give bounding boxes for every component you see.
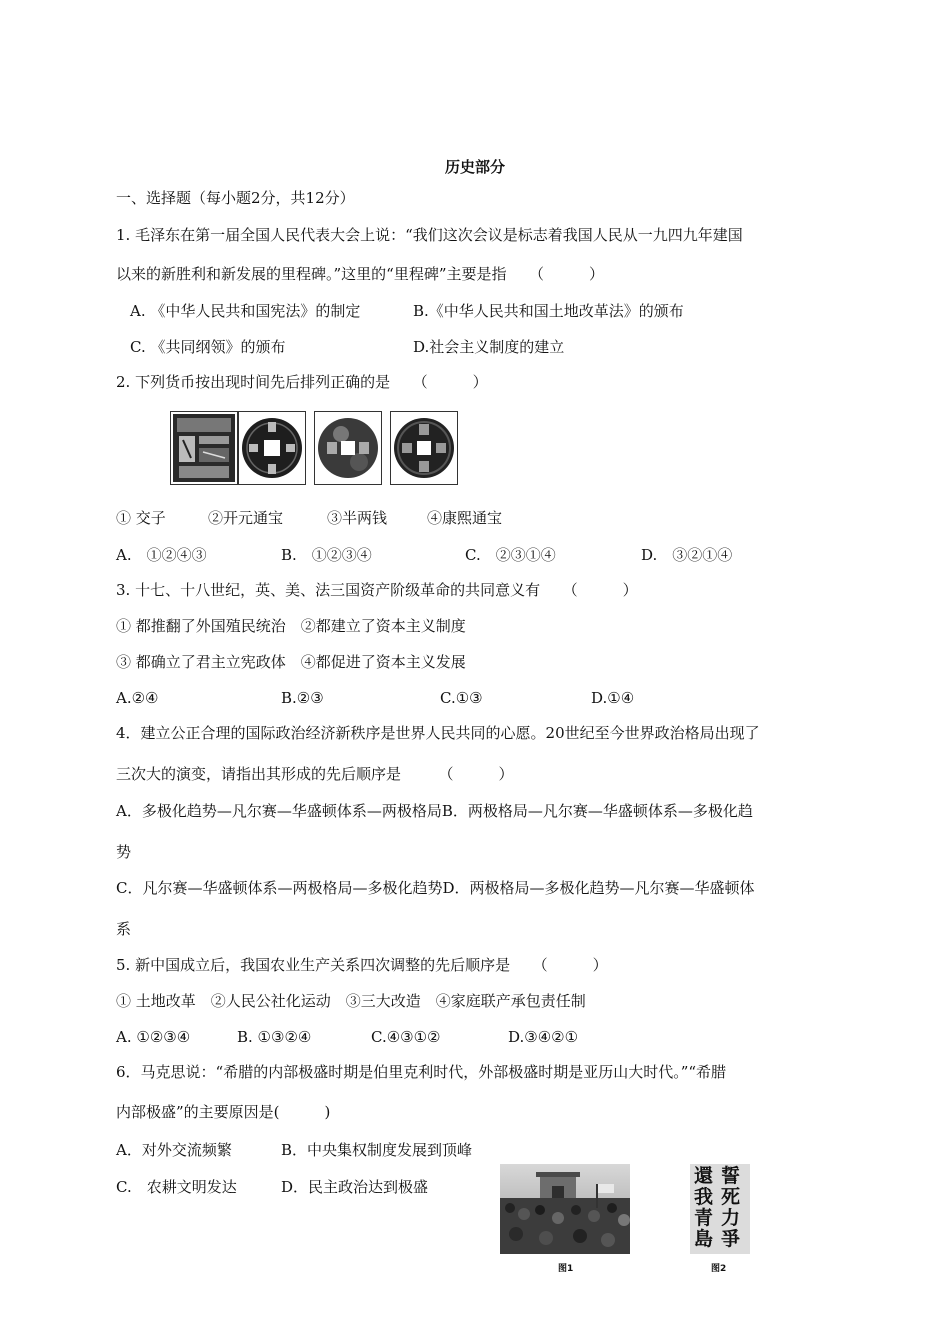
section-heading: 一、选择题（每小题2分，共12分）	[116, 189, 355, 207]
slogan-char: 誓	[721, 1165, 741, 1187]
q5-stem: 5. 新中国成立后，我国农业生产关系四次调整的先后顺序是 （ ）	[116, 956, 608, 974]
q5-items: ① 土地改革 ②人民公社化运动 ③三大改造 ④家庭联产承包责任制	[116, 992, 586, 1010]
kaiyuan-coin-image	[238, 411, 306, 485]
q3-statement-1: ① 都推翻了外国殖民统治 ②都建立了资本主义制度	[116, 617, 466, 635]
page-title: 历史部分	[444, 158, 505, 176]
q1-stem-line2: 以来的新胜利和新发展的里程碑。”这里的“里程碑”主要是指 （ ）	[116, 265, 605, 283]
q2-item-4: ④康熙通宝	[427, 509, 503, 527]
q6-option-d: D．民主政治达到极盛	[281, 1178, 429, 1196]
q2-item-1: ① 交子	[116, 509, 166, 527]
q1-option-b: B.《中华人民共和国土地改革法》的颁布	[413, 302, 684, 320]
q2-option-a: A. ①②④③	[116, 546, 207, 564]
slogan-char: 還	[694, 1165, 714, 1187]
q6-option-b: B．中央集权制度发展到顶峰	[281, 1141, 473, 1159]
figure-1-crowd-photo	[500, 1164, 630, 1254]
q4-options-cd-wrap: 系	[116, 920, 132, 938]
q6-option-a: A．对外交流频繁	[116, 1141, 232, 1159]
q3-option-c: C.①③	[440, 689, 483, 707]
q6-option-c: C. 农耕文明发达	[116, 1178, 237, 1196]
figure-2-slogan-image	[690, 1164, 750, 1254]
figure-1-caption: 图1	[558, 1264, 574, 1274]
slogan-char: 我	[694, 1186, 714, 1208]
q1-stem-line1: 1. 毛泽东在第一届全国人民代表大会上说：“我们这次会议是标志着我国人民从一九四九年建国	[116, 226, 743, 244]
q5-option-c: C.④③①②	[371, 1028, 441, 1046]
q5-option-d: D.③④②①	[508, 1028, 579, 1046]
slogan-char: 青	[694, 1207, 714, 1229]
slogan-char: 爭	[721, 1228, 741, 1250]
q5-option-b: B. ①③②④	[237, 1028, 312, 1046]
q6-stem-line2: 内部极盛”的主要原因是( )	[116, 1103, 331, 1121]
q3-option-a: A.②④	[116, 689, 159, 707]
q1-option-a: A. 《中华人民共和国宪法》的制定	[130, 302, 361, 320]
q1-option-d: D.社会主义制度的建立	[413, 338, 565, 356]
q1-option-c: C. 《共同纲领》的颁布	[130, 338, 286, 356]
slogan-char: 力	[721, 1207, 741, 1229]
q3-statement-2: ③ 都确立了君主立宪政体 ④都促进了资本主义发展	[116, 653, 466, 671]
slogan-char: 死	[721, 1186, 741, 1208]
q2-stem: 2. 下列货币按出现时间先后排列正确的是 （ ）	[116, 373, 488, 391]
q6-stem-line1: 6．马克思说：“希腊的内部极盛时期是伯里克利时代，外部极盛时期是亚历山大时代。”“希腊	[116, 1063, 727, 1081]
kangxi-coin-image	[390, 411, 458, 485]
q2-item-2: ②开元通宝	[208, 509, 284, 527]
q4-options-cd: C．凡尔赛—华盛顿体系—两极格局—多极化趋势D．两极格局—多极化趋势—凡尔赛—华盛顿体	[116, 879, 755, 897]
q2-option-d: D. ③②①④	[641, 546, 733, 564]
q4-stem-line1: 4．建立公正合理的国际政治经济新秩序是世界人民共同的心愿。20世纪至今世界政治格局出现了	[116, 724, 760, 742]
slogan-char: 島	[694, 1228, 714, 1250]
q2-item-3: ③半两钱	[327, 509, 388, 527]
q2-option-c: C. ②③①④	[465, 546, 556, 564]
q3-stem: 3. 十七、十八世纪，英、美、法三国资产阶级革命的共同意义有 （ ）	[116, 581, 638, 599]
q3-option-b: B.②③	[281, 689, 324, 707]
q2-option-b: B. ①②③④	[281, 546, 372, 564]
q5-option-a: A. ①②③④	[116, 1028, 191, 1046]
figure-2-caption: 图2	[711, 1264, 727, 1274]
q4-options-ab: A．多极化趋势—凡尔赛—华盛顿体系—两极格局B．两极格局—凡尔赛—华盛顿体系—多极化趋	[116, 802, 753, 820]
banliang-coin-image	[314, 411, 382, 485]
jiaozi-image	[170, 411, 238, 485]
q3-option-d: D.①④	[591, 689, 635, 707]
q4-options-ab-wrap: 势	[116, 843, 132, 861]
q4-stem-line2: 三次大的演变，请指出其形成的先后顺序是 （ ）	[116, 765, 514, 783]
